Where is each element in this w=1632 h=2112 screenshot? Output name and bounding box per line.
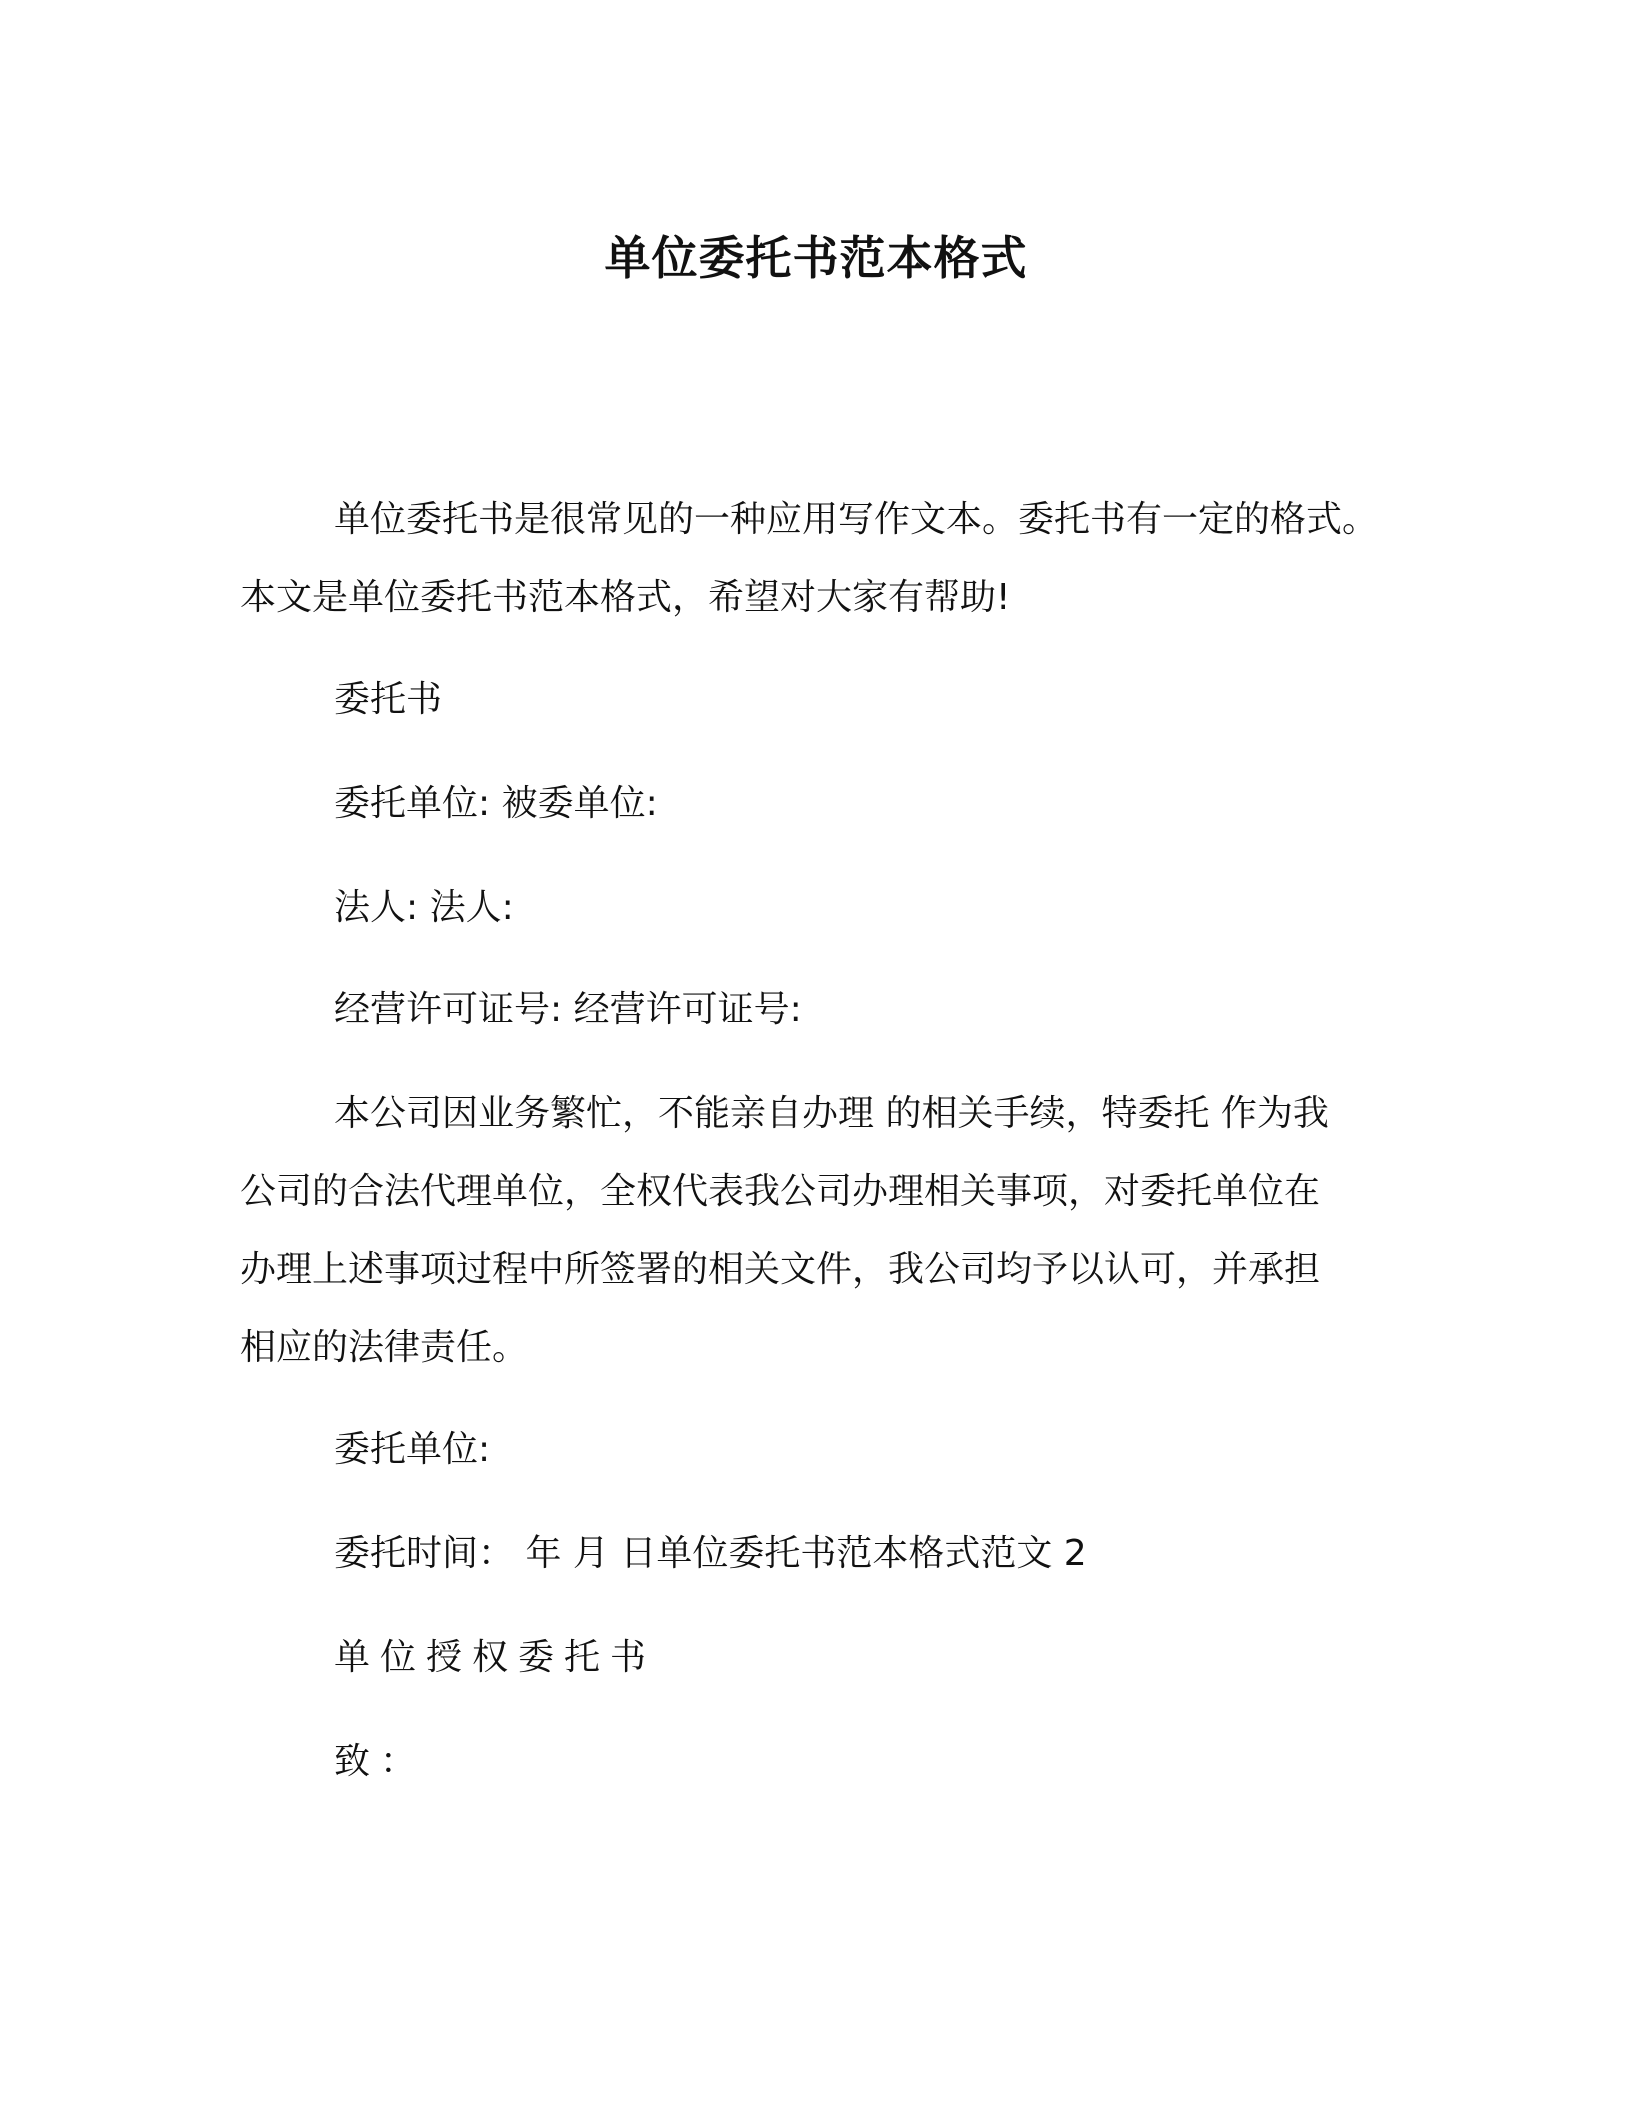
document-title: 单位委托书范本格式 [604, 231, 1028, 285]
body-line-2: 公司的合法代理单位，全权代表我公司办理相关事项，对委托单位在 [240, 1171, 1321, 1212]
body-line-3: 办理上述事项过程中所签署的相关文件，我公司均予以认可，并承担 [240, 1249, 1321, 1290]
section-heading-entrustment: 委托书 [334, 679, 443, 720]
field-units: 委托单位: 被委单位: [334, 783, 658, 824]
salutation: 致： [334, 1741, 427, 1782]
body-line-1: 本公司因业务繁忙，不能亲自办理 的相关手续，特委托 作为我 [334, 1093, 1329, 1134]
intro-line-2: 本文是单位委托书范本格式，希望对大家有帮助! [240, 577, 1011, 618]
field-legal-person: 法人: 法人: [334, 887, 514, 928]
intro-line-1: 单位委托书是很常见的一种应用写作文本。委托书有一定的格式。 [334, 499, 1379, 540]
section-heading-authorization: 单位授权委托书 [334, 1637, 657, 1678]
signature-time: 委托时间： 年 月 日单位委托书范本格式范文 2 [334, 1533, 1087, 1574]
field-license-number: 经营许可证号: 经营许可证号: [334, 989, 802, 1030]
body-line-4: 相应的法律责任。 [240, 1327, 529, 1368]
signature-unit: 委托单位: [334, 1429, 491, 1470]
